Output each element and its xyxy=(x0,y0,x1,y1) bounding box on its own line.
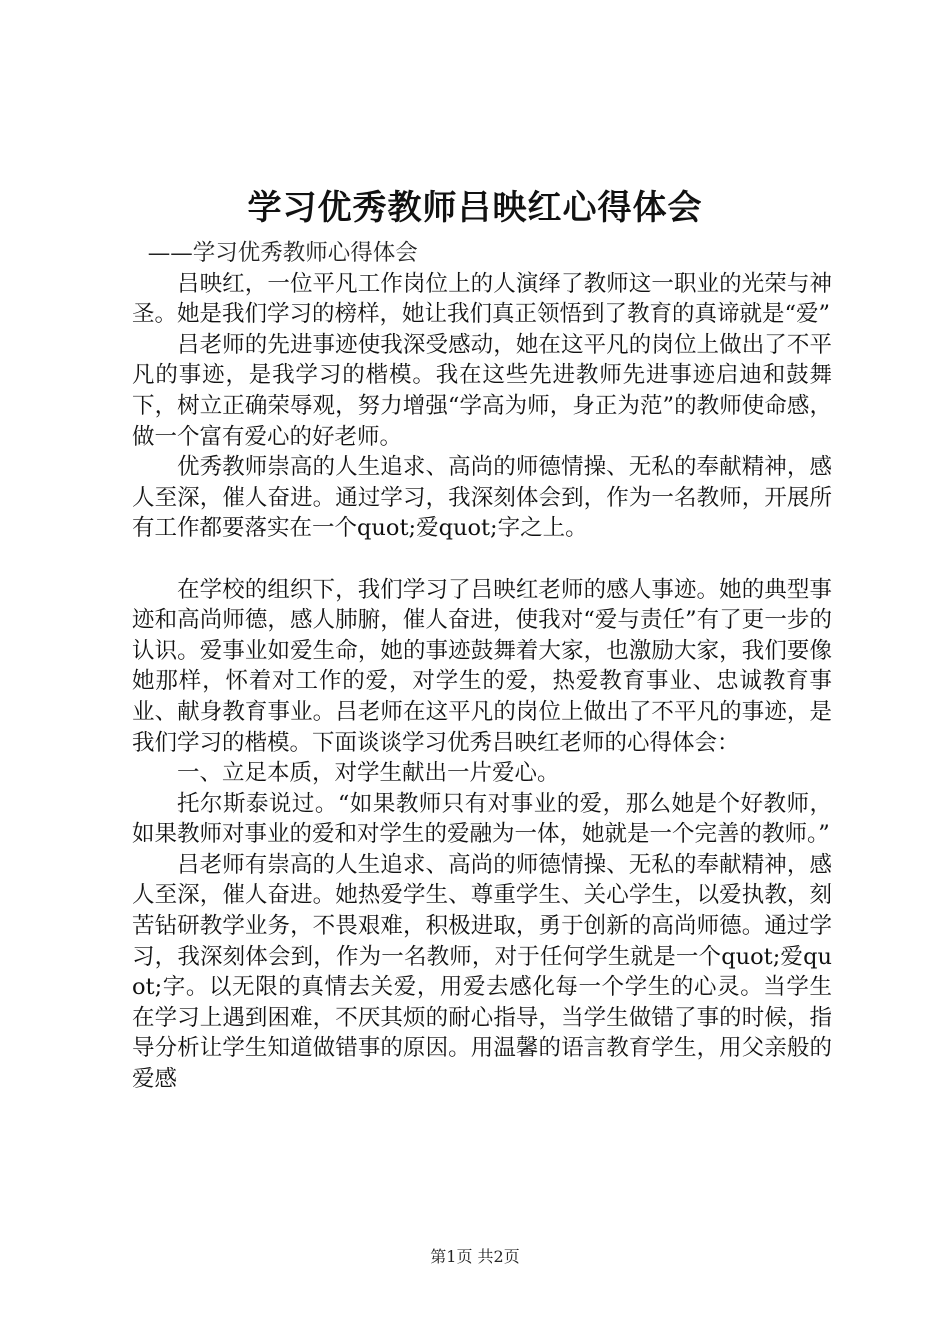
page-footer: 第1页 共2页 xyxy=(430,1247,520,1266)
document-body xyxy=(132,238,832,1095)
body-paragraph: 吕映红，一位平凡工作岗位上的人演绎了教师这一职业的光荣与神圣。她是我们学习的榜样，她让我们真正领悟到了教育的真谛就是“爱” xyxy=(132,270,832,328)
body-paragraph: 在学校的组织下，我们学习了吕映红老师的感人事迹。她的典型事迹和高尚师德，感人肺腑，催人奋进，使我对“爱与责任”有了更一步的认识。爱事业如爱生命，她的事迹鼓舞着大家，也激励大家，我们要像她那样，怀着对工作的爱，对学生的爱，热爱教育事业、忠诚教育事业、献身教育事业。吕老师在这平凡的岗位上做出了不平凡的事迹，是我们学习的楷模。下面谈谈学习优秀吕映红老师的心得体会： xyxy=(132,576,832,756)
body-paragraph: 优秀教师崇高的人生追求、高尚的师德情操、无私的奉献精神，感人至深，催人奋进。通过学习，我深刻体会到，作为一名教师，开展所有工作都要落实在一个quot;爱quot;字之上。 xyxy=(132,454,832,542)
section-heading: 一、立足本质，对学生献出一片爱心。 xyxy=(177,760,560,787)
body-paragraph: 吕老师的先进事迹使我深受感动，她在这平凡的岗位上做出了不平凡的事迹，是我学习的楷模。我在这些先进教师先进事迹启迪和鼓舞下，树立正确荣辱观，努力增强“学高为师，身正为范”的教师使命感，做一个富有爱心的好老师。 xyxy=(132,331,832,450)
body-paragraph: 托尔斯泰说过。“如果教师只有对事业的爱，那么她是个好教师，如果教师对事业的爱和对学生的爱融为一体，她就是一个完善的教师。” xyxy=(132,790,832,848)
document-subtitle: ——学习优秀教师心得体会 xyxy=(147,240,418,266)
body-paragraph: 吕老师有崇高的人生追求、高尚的师德情操、无私的奉献精神，感人至深，催人奋进。她热爱学生、尊重学生、关心学生，以爱执教，刻苦钻研教学业务，不畏艰难，积极进取，勇于创新的高尚师德。通过学习，我深刻体会到，作为一名教师，对于任何学生就是一个quot;爱quot;字。以无限的真情去关爱，用爱去感化每一个学生的心灵。当学生在学习上遇到困难，不厌其烦的耐心指导，当学生做错了事的时候，指导分析让学生知道做错事的原因。用温馨的语言教育学生，用父亲般的爱感 xyxy=(132,851,832,1093)
document-title: 学习优秀教师吕映红心得体会 xyxy=(247,188,703,228)
